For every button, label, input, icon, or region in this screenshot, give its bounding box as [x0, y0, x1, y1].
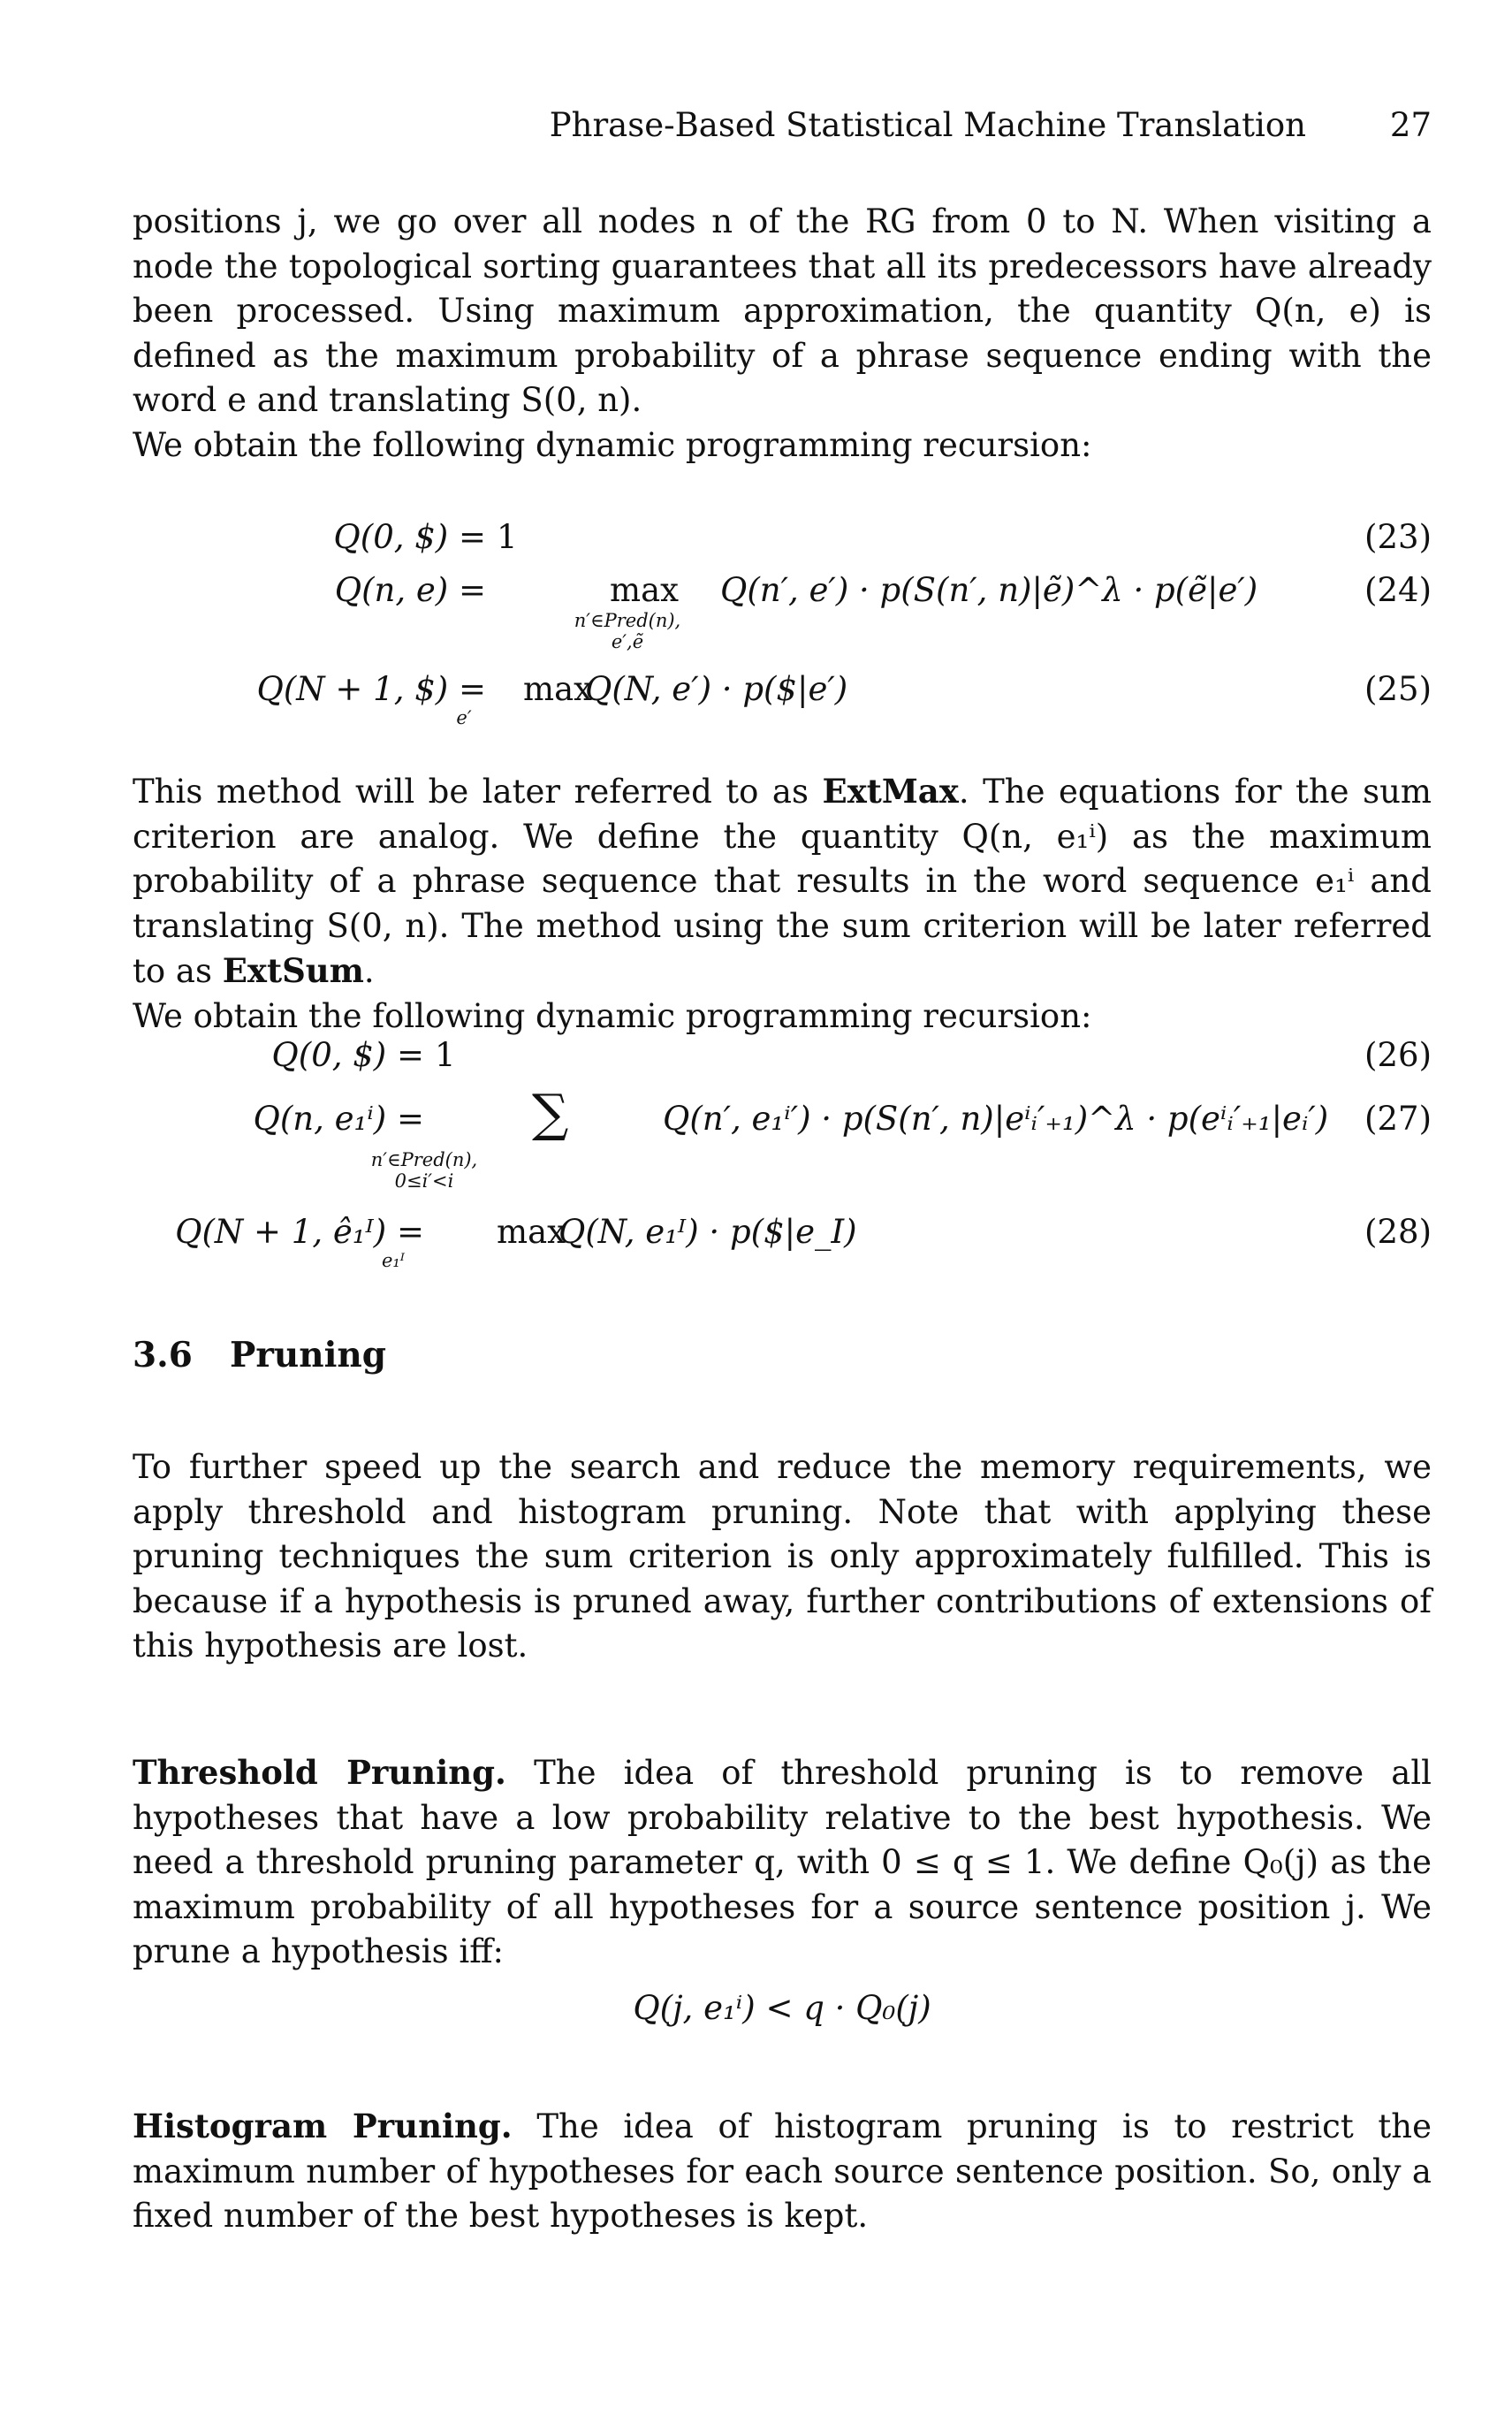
- paragraph-threshold-pruning: [133, 1750, 1432, 1975]
- equation-25-operator: max: [523, 670, 593, 708]
- equation-pruning-condition: Q(j, e₁ⁱ) < q · Q₀(j): [633, 1989, 931, 2027]
- running-header: [133, 106, 1432, 145]
- equation-28-number: (28): [1364, 1213, 1432, 1251]
- threshold-pruning-heading: Threshold Pruning.: [133, 1753, 506, 1792]
- equation-24-number: (24): [1364, 571, 1432, 609]
- equation-27-operator-subscript-1: n′∈Pred(n),: [370, 1149, 478, 1170]
- running-title: Phrase-Based Statistical Machine Translation: [549, 106, 1306, 144]
- equation-25-number: (25): [1364, 670, 1432, 708]
- threshold-pruning-text: The idea of threshold pruning is to remove all hypotheses that have a low probability relative to the best hypothesis. We need a threshold pruning parameter q, with 0 ≤ q ≤ 1. We define Q₀(j) as the maximum probability of all hypotheses for a source sentence position j. We prune a hypothesis iff:: [133, 1754, 1432, 1971]
- paragraph-extmax: [133, 769, 1432, 1040]
- equation-25-lhs: Q(N + 1, $) =: [256, 670, 486, 708]
- equation-27-rhs: Q(n′, e₁ⁱ′) · p(S(n′, n)|eⁱᵢ′₊₁)^λ · p(eⁱᵢ′₊₁|eᵢ′): [663, 1100, 1329, 1138]
- paragraph-pruning-intro: To further speed up the search and reduce the memory requirements, we apply threshold and histogram pruning. Note that with applying these pruning techniques the sum criterion is only approximately fulfilled. This is because if a hypothesis is pruned away, further contributions of extensions of this hypothesis are lost.: [133, 1448, 1432, 1665]
- equation-28-operator: max: [497, 1213, 566, 1251]
- equation-27-lhs: Q(n, e₁ⁱ) =: [253, 1100, 424, 1138]
- equation-28-operator-subscript: e₁ᴵ: [381, 1250, 406, 1271]
- equation-24: [133, 566, 1432, 615]
- equation-25: [133, 665, 1432, 714]
- page-number: 27: [1389, 106, 1432, 144]
- term-extmax: ExtMax: [822, 772, 959, 811]
- equation-24-rhs: Q(n′, e′) · p(S(n′, n)|ẽ)^λ · p(ẽ|e′): [720, 571, 1258, 609]
- paragraph-extmax-text-b: . The equations for the sum criterion are analog. We define the quantity Q(n, e₁ⁱ) as the maximum probability of a phrase sequence that results in the word sequence e₁ⁱ and translating S(0, n). The method using the sum criterion will be later referred to as: [133, 773, 1432, 991]
- paragraph-extmax-followup: We obtain the following dynamic programming recursion:: [133, 996, 1092, 1035]
- equation-23: [133, 513, 1432, 562]
- equation-26-number: (26): [1364, 1036, 1432, 1074]
- paragraph-extmax-text-c: .: [363, 952, 375, 991]
- paragraph-intro-followup: We obtain the following dynamic programming recursion:: [133, 425, 1092, 464]
- histogram-pruning-heading: Histogram Pruning.: [133, 2107, 513, 2145]
- equation-23-number: (23): [1364, 518, 1432, 556]
- section-title: Pruning: [230, 1335, 387, 1375]
- term-extsum: ExtSum: [222, 951, 364, 991]
- equation-26-rhs: 1: [435, 1036, 456, 1074]
- equation-24-operator-subscript-1: n′∈Pred(n),: [574, 610, 681, 631]
- equation-28-lhs: Q(N + 1, ê₁ᴵ) =: [175, 1213, 424, 1251]
- paragraph-extmax-text-a: This method will be later referred to as: [133, 773, 823, 811]
- equation-27-number: (27): [1364, 1100, 1432, 1138]
- equation-28: [133, 1208, 1432, 1257]
- equation-27-operator-subscript-2: 0≤i′<i: [394, 1170, 454, 1192]
- equation-24-lhs: Q(n, e) =: [334, 571, 486, 609]
- equation-25-rhs: Q(N, e′) · p($|e′): [585, 670, 848, 708]
- paragraph-histogram-pruning: [133, 2104, 1432, 2239]
- equation-23-lhs: Q(0, $) =: [333, 518, 486, 556]
- paragraph-intro-text: positions j, we go over all nodes n of the RG from 0 to N. When visiting a node the topological sorting guarantees that all its predecessors have already been processed. Using maximum approximation, the quantity Q(n, e) is defined as the maximum probability of a phrase sequence ending with the word e and translating S(0, n).: [133, 202, 1432, 420]
- equation-23-rhs: 1: [497, 518, 518, 556]
- equation-26-lhs: Q(0, $) =: [271, 1036, 424, 1074]
- equation-26: [133, 1031, 1432, 1080]
- histogram-pruning-text: The idea of histogram pruning is to restrict the maximum number of hypotheses for each source sentence position. So, only a fixed number of the best hypotheses is kept.: [133, 2107, 1432, 2236]
- paragraph-intro: [133, 200, 1432, 469]
- equation-27: [133, 1083, 1432, 1144]
- equation-27-operator: ∑: [532, 1083, 569, 1143]
- equation-25-operator-subscript: e′: [456, 707, 472, 728]
- section-heading: [133, 1335, 386, 1375]
- equation-24-operator: max: [610, 571, 680, 609]
- equation-24-operator-subscript-2: e′,ẽ: [611, 631, 644, 652]
- equation-28-rhs: Q(N, e₁ᴵ) · p($|e_I): [558, 1213, 857, 1251]
- section-number: 3.6: [133, 1335, 193, 1375]
